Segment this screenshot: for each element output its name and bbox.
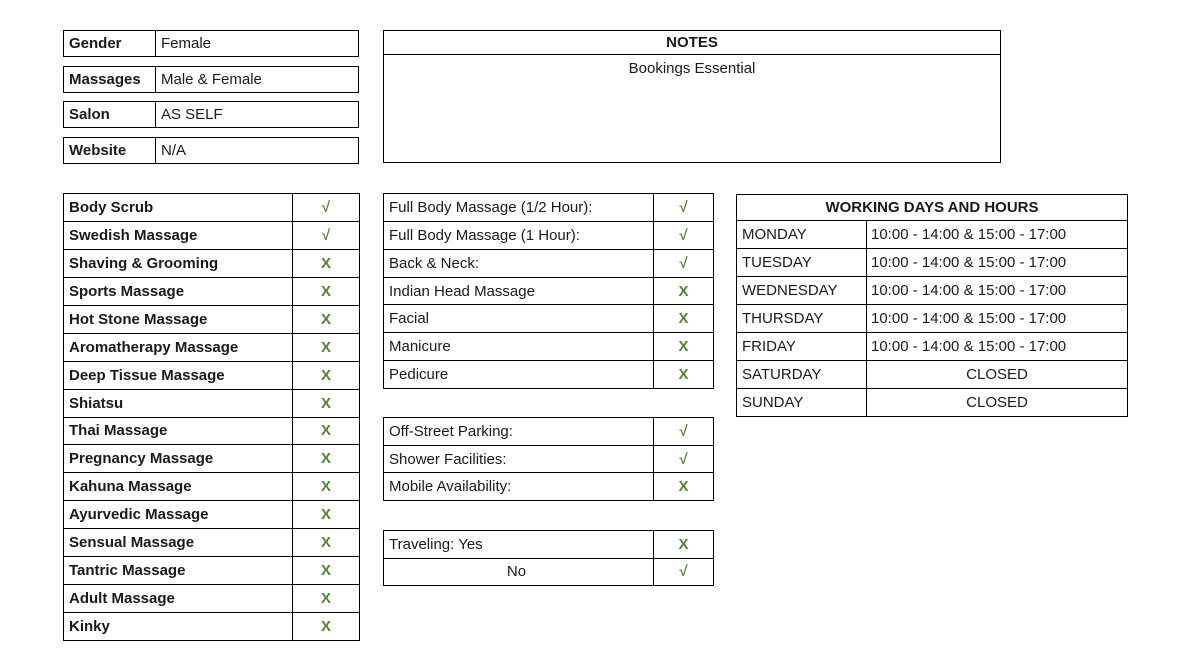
service-mark: X bbox=[292, 334, 359, 361]
table-row bbox=[384, 418, 713, 446]
table-row bbox=[384, 305, 713, 333]
service-label: Hot Stone Massage bbox=[69, 310, 208, 328]
hours-value: 10:00 - 14:00 & 15:00 - 17:00 bbox=[871, 254, 1067, 271]
table-row bbox=[64, 418, 359, 446]
table-row bbox=[64, 445, 359, 473]
table-row bbox=[384, 222, 713, 250]
service-label: Tantric Massage bbox=[69, 562, 186, 580]
service-label: Kahuna Massage bbox=[69, 478, 192, 496]
working-hours-title: WORKING DAYS AND HOURS bbox=[737, 195, 1127, 221]
hours-value: 10:00 - 14:00 & 15:00 - 17:00 bbox=[871, 338, 1067, 355]
info-value: N/A bbox=[161, 142, 187, 159]
service-mark: X bbox=[292, 613, 359, 640]
info-label: Website bbox=[64, 138, 156, 163]
info-label: Salon bbox=[64, 102, 156, 127]
table-row bbox=[737, 277, 1127, 305]
treatment-label: Full Body Massage (1 Hour): bbox=[389, 226, 580, 244]
table-row bbox=[737, 249, 1127, 277]
traveling-no-mark: √ bbox=[653, 559, 713, 586]
facility-mark: √ bbox=[653, 446, 713, 473]
info-label: Gender bbox=[64, 31, 156, 56]
table-row bbox=[384, 473, 713, 500]
hours-value: 10:00 - 14:00 & 15:00 - 17:00 bbox=[871, 310, 1067, 327]
service-mark: X bbox=[292, 306, 359, 333]
service-label: Adult Massage bbox=[69, 590, 175, 608]
treatment-label: Manicure bbox=[389, 338, 451, 356]
hours-value: CLOSED bbox=[966, 394, 1028, 411]
info-row-website bbox=[63, 137, 359, 164]
info-row-massages bbox=[63, 66, 359, 93]
day-label: MONDAY bbox=[737, 221, 867, 248]
treatment-label: Indian Head Massage bbox=[389, 282, 535, 300]
facility-mark: √ bbox=[653, 418, 713, 445]
service-label: Swedish Massage bbox=[69, 226, 198, 244]
service-label: Ayurvedic Massage bbox=[69, 506, 209, 524]
treatment-mark: X bbox=[653, 361, 713, 388]
table-row bbox=[64, 585, 359, 613]
service-label: Aromatherapy Massage bbox=[69, 338, 239, 356]
treatment-mark: √ bbox=[653, 250, 713, 277]
notes-title: NOTES bbox=[384, 31, 1000, 55]
table-row bbox=[64, 278, 359, 306]
service-mark: X bbox=[292, 473, 359, 500]
table-row bbox=[737, 361, 1127, 389]
treatment-mark: X bbox=[653, 278, 713, 305]
service-mark: X bbox=[292, 390, 359, 417]
service-label: Kinky bbox=[69, 618, 110, 636]
notes-body: Bookings Essential bbox=[628, 60, 756, 77]
traveling-yes-label: Traveling: Yes bbox=[389, 535, 483, 553]
service-mark: √ bbox=[292, 222, 359, 249]
service-mark: X bbox=[292, 362, 359, 389]
info-row-gender bbox=[63, 30, 359, 57]
service-label: Deep Tissue Massage bbox=[69, 366, 225, 384]
info-row-salon bbox=[63, 101, 359, 128]
service-mark: X bbox=[292, 278, 359, 305]
hours-value: 10:00 - 14:00 & 15:00 - 17:00 bbox=[871, 226, 1067, 243]
table-row bbox=[64, 501, 359, 529]
day-label: TUESDAY bbox=[737, 249, 867, 276]
treatment-label: Facial bbox=[389, 310, 430, 328]
table-row bbox=[737, 305, 1127, 333]
service-label: Body Scrub bbox=[69, 198, 154, 216]
table-row bbox=[384, 278, 713, 306]
service-label: Shaving & Grooming bbox=[69, 254, 219, 272]
facility-label: Mobile Availability: bbox=[389, 478, 512, 496]
service-mark: X bbox=[292, 445, 359, 472]
table-row bbox=[737, 333, 1127, 361]
day-label: FRIDAY bbox=[737, 333, 867, 360]
day-label: THURSDAY bbox=[737, 305, 867, 332]
table-row bbox=[64, 306, 359, 334]
table-row bbox=[64, 613, 359, 640]
info-label: Massages bbox=[64, 67, 156, 92]
service-label: Pregnancy Massage bbox=[69, 450, 214, 468]
service-label: Sports Massage bbox=[69, 282, 185, 300]
table-row bbox=[384, 559, 713, 586]
facility-label: Shower Facilities: bbox=[389, 450, 507, 468]
service-mark: X bbox=[292, 529, 359, 556]
treatment-label: Back & Neck: bbox=[389, 254, 480, 272]
treatment-mark: X bbox=[653, 333, 713, 360]
facility-mark: X bbox=[653, 473, 713, 500]
services-table bbox=[63, 193, 360, 641]
info-value: AS SELF bbox=[161, 106, 223, 123]
table-row bbox=[384, 194, 713, 222]
facilities-table bbox=[383, 417, 714, 501]
notes-panel bbox=[383, 30, 1001, 163]
day-label: WEDNESDAY bbox=[737, 277, 867, 304]
treatment-mark: X bbox=[653, 305, 713, 332]
table-row bbox=[64, 473, 359, 501]
traveling-yes-mark: X bbox=[653, 531, 713, 558]
table-row bbox=[64, 529, 359, 557]
table-row bbox=[64, 334, 359, 362]
service-label: Sensual Massage bbox=[69, 534, 195, 552]
service-mark: X bbox=[292, 557, 359, 584]
day-label: SUNDAY bbox=[737, 389, 867, 416]
table-row bbox=[64, 222, 359, 250]
table-row bbox=[64, 362, 359, 390]
table-row bbox=[64, 194, 359, 222]
info-value: Male & Female bbox=[161, 71, 262, 88]
table-row bbox=[384, 250, 713, 278]
traveling-table bbox=[383, 530, 714, 586]
table-row bbox=[384, 333, 713, 361]
treatments-table bbox=[383, 193, 714, 389]
table-row bbox=[737, 221, 1127, 249]
service-mark: X bbox=[292, 250, 359, 277]
table-row bbox=[737, 389, 1127, 416]
treatment-mark: √ bbox=[653, 222, 713, 249]
table-row bbox=[64, 557, 359, 585]
working-hours-table bbox=[736, 194, 1128, 417]
treatment-mark: √ bbox=[653, 194, 713, 221]
service-mark: √ bbox=[292, 194, 359, 221]
hours-value: 10:00 - 14:00 & 15:00 - 17:00 bbox=[871, 282, 1067, 299]
table-row bbox=[384, 361, 713, 388]
table-row bbox=[384, 446, 713, 474]
day-label: SATURDAY bbox=[737, 361, 867, 388]
table-row bbox=[384, 531, 713, 559]
service-label: Thai Massage bbox=[69, 422, 168, 440]
traveling-no-label: No bbox=[506, 563, 527, 581]
service-label: Shiatsu bbox=[69, 394, 124, 412]
hours-value: CLOSED bbox=[966, 366, 1028, 383]
treatment-label: Pedicure bbox=[389, 366, 449, 384]
treatment-label: Full Body Massage (1/2 Hour): bbox=[389, 198, 593, 216]
facility-label: Off-Street Parking: bbox=[389, 422, 513, 440]
service-mark: X bbox=[292, 585, 359, 612]
service-mark: X bbox=[292, 501, 359, 528]
table-row bbox=[64, 390, 359, 418]
table-row bbox=[64, 250, 359, 278]
info-value: Female bbox=[161, 35, 212, 52]
service-mark: X bbox=[292, 418, 359, 445]
